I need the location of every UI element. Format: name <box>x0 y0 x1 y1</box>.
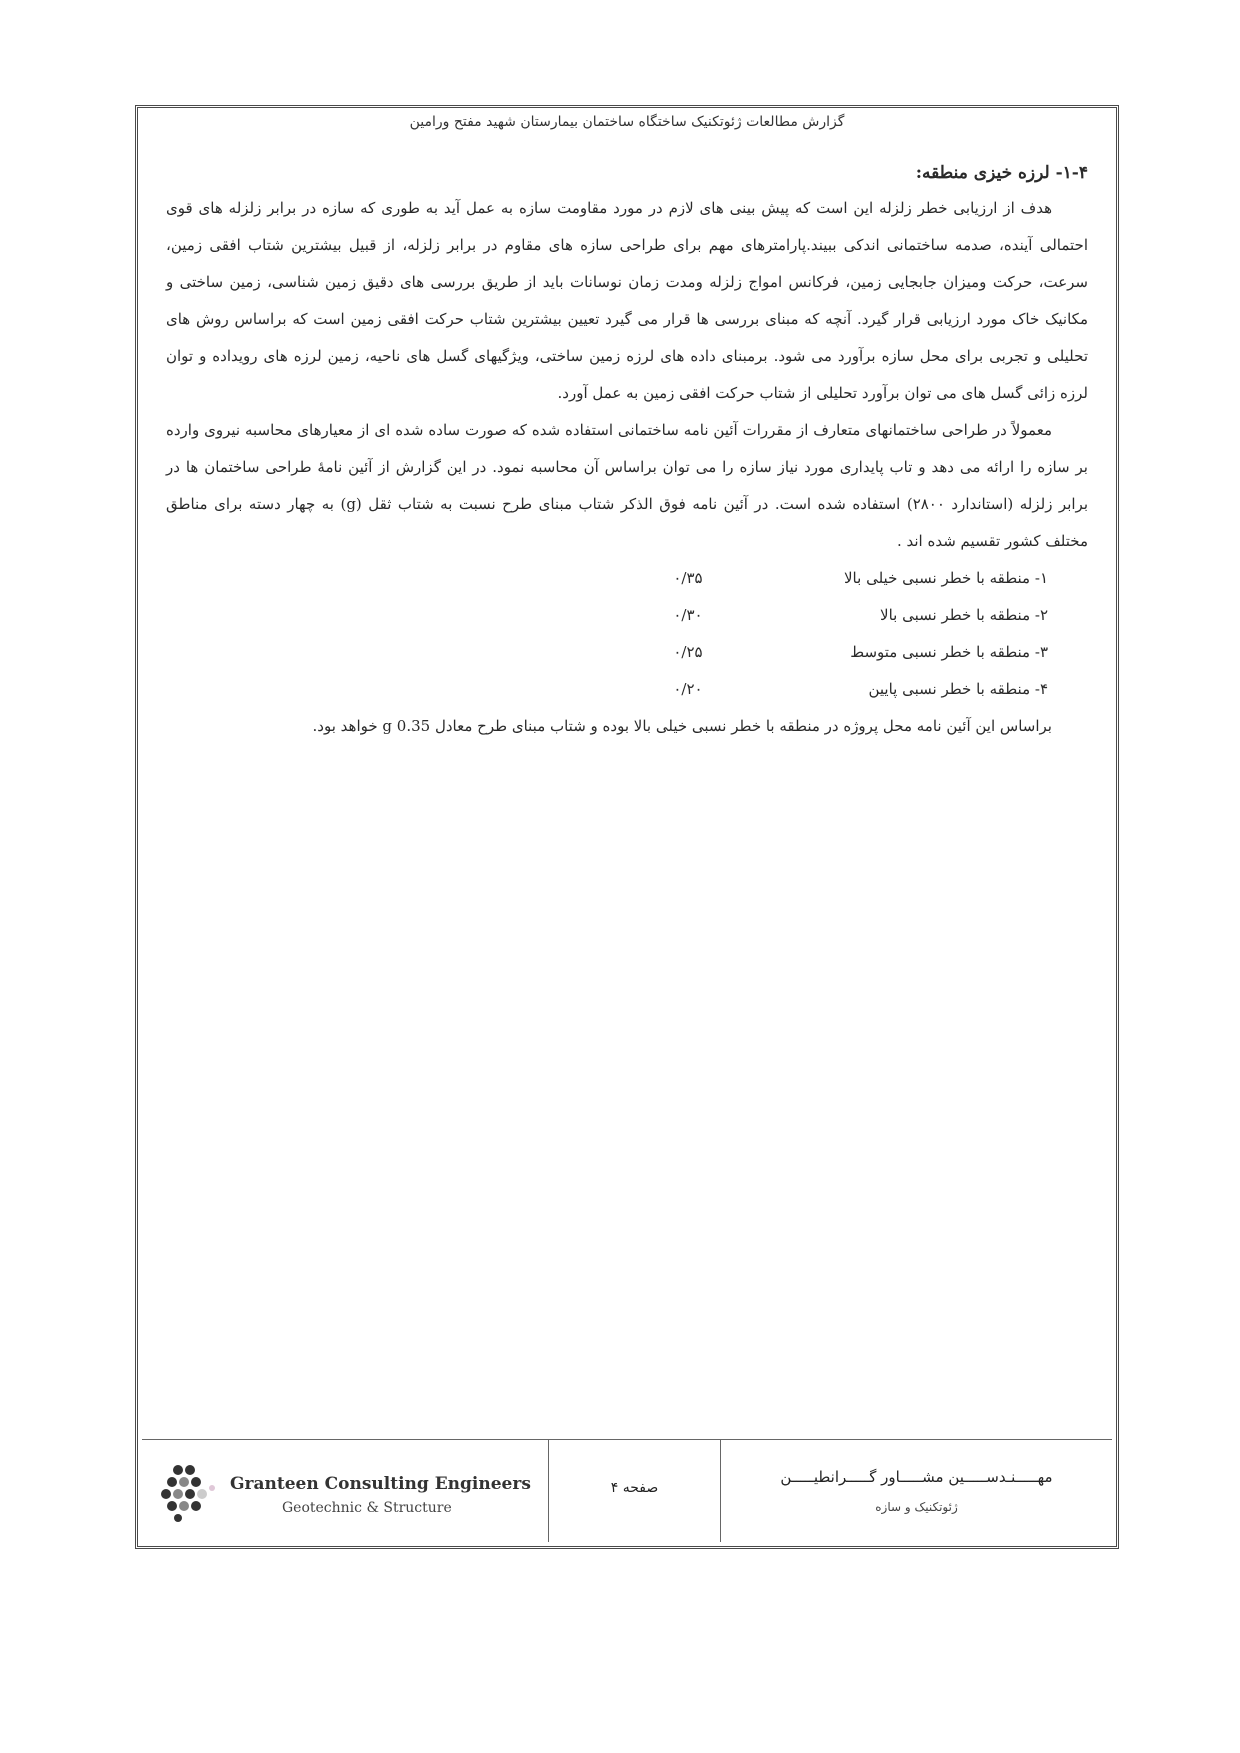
zone-label: ۱- منطقه با خطر نسبی خیلی بالا <box>844 569 1048 587</box>
zone-label: ۴- منطقه با خطر نسبی پایین <box>868 680 1048 698</box>
page-frame <box>135 105 1119 1549</box>
section-title: ۱-۴- لرزه خیزی منطقه: <box>915 163 1088 183</box>
report-body <box>166 156 1088 745</box>
zone-value: ۰/۳۵ <box>673 569 703 587</box>
zone-row <box>166 634 1088 671</box>
footer-company-fa <box>720 1440 1112 1542</box>
zone-value: ۰/۲۰ <box>673 680 703 698</box>
zone-value: ۰/۳۰ <box>673 606 703 624</box>
company-subtitle-fa: ژئوتکنیک و سازه <box>875 1500 958 1514</box>
report-header: گزارش مطالعات ژئوتکنیک ساختگاه ساختمان بیمارستان شهید مفتح ورامین <box>409 114 845 130</box>
paragraph-building-code: معمولاً در طراحی ساختمانهای متعارف از مقررات آئین نامه ساختمانی استفاده شده که صورت ساده شده ای از معیارهای محاسبه نیروی وارده بر سازه را ارائه می دهد و تاب پایداری مورد نیاز سازه را می توان براساس آن محاسبه نمود. در این گزارش از آئین نامۀ طراحی ساختمان ها در برابر زلزله (استاندارد ۲۸۰۰) استفاده شده است. در آئین نامه فوق الذکر شتاب مبنای طرح نسبت به شتاب ثقل (g) به چهار دسته برای مناطق مختلف کشور تقسیم شده اند . <box>166 421 1089 550</box>
zone-row <box>166 597 1088 634</box>
company-logo-icon <box>156 1462 226 1522</box>
page-footer <box>142 1439 1112 1542</box>
paragraph-hazard-assessment: هدف از ارزیابی خطر زلزله این است که پیش بینی های لازم در مورد مقاومت سازه به عمل آید به طوری که سازه در برابر زلزله های قوی احتمالی آینده، صدمه ساختمانی اندکی ببیند.پارامترهای مهم برای طراحی سازه های مقاوم در برابر زلزله، از قبیل بیشترین شتاب افقی زمین، سرعت، حرکت ومیزان جابجایی زمین، فرکانس امواج زلزله ومدت زمان نوسانات باید از طریق بررسی های دقیق زمین شناسی، زمین ساختی و مکانیک خاک مورد ارزیابی قرار گیرد. آنچه که مبنای بررسی ها قرار می گیرد تعیین بیشترین شتاب حرکت افقی زمین است که براساس روش های تحلیلی و تجربی برای محل سازه برآورد می شود. برمبنای داده های لرزه زمین ساختی، ویژگیهای گسل های ناحیه، زمین لرزه های رویداده و توان لرزه زائی گسل های می توان برآورد تحلیلی از شتاب حرکت افقی زمین به عمل آورد. <box>166 199 1088 402</box>
footer-company-en <box>142 1440 548 1542</box>
zone-label: ۳- منطقه با خطر نسبی متوسط <box>850 643 1048 661</box>
footer-page-number <box>548 1440 720 1542</box>
zone-row <box>166 560 1088 597</box>
seismic-zone-list <box>166 560 1088 708</box>
zone-row <box>166 671 1088 708</box>
zone-value: ۰/۲۵ <box>673 643 703 661</box>
zone-label: ۲- منطقه با خطر نسبی بالا <box>880 606 1048 624</box>
company-subtitle-en: Geotechnic & Structure <box>282 1500 452 1516</box>
page-number: صفحه ۴ <box>610 1480 659 1496</box>
company-name-fa: مهـــــنـدســـــین مشـــــاور گـــــرانطیـــــن <box>780 1468 1053 1486</box>
paragraph-conclusion: براساس این آئین نامه محل پروژه در منطقه با خطر نسبی خیلی بالا بوده و شتاب مبنای طرح معادل 0.35 g خواهد بود. <box>312 717 1052 735</box>
company-name-en: Granteen Consulting Engineers <box>230 1474 531 1494</box>
